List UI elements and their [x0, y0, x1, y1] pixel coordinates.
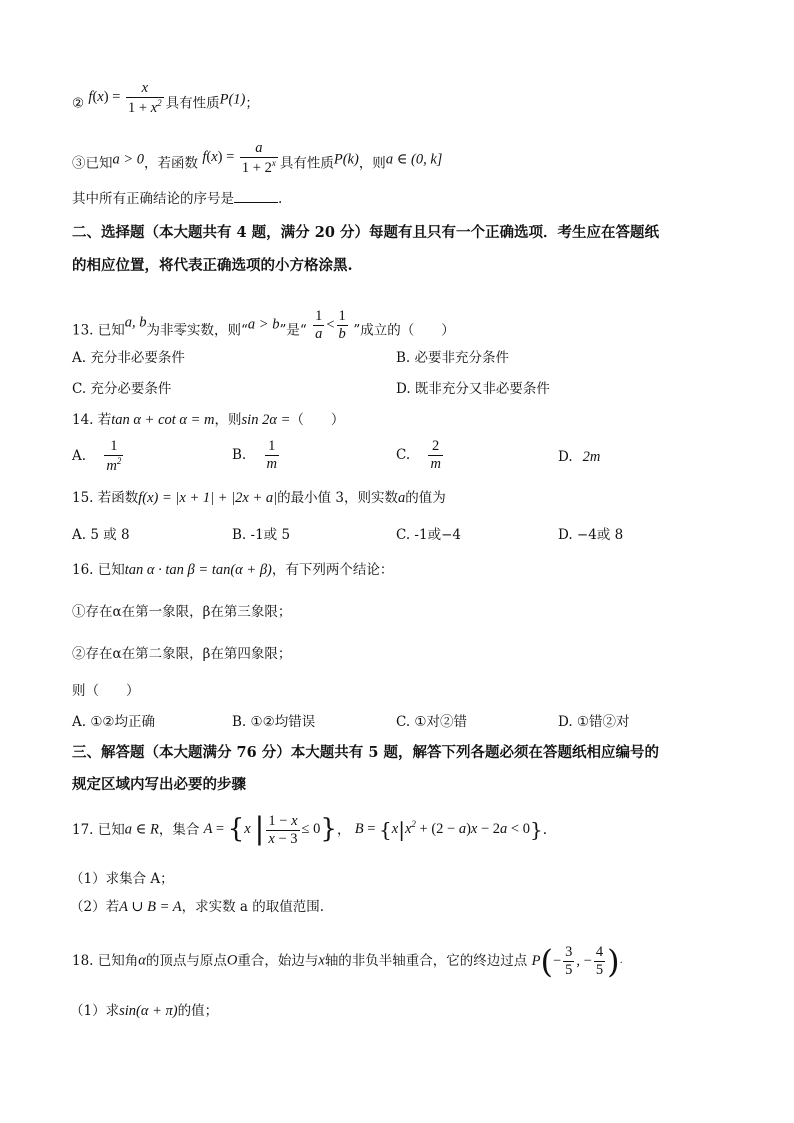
q16-option-b: B. ①②均错误 [232, 714, 316, 730]
section-3-heading-cont: 规定区域内写出必要的步骤 [72, 776, 246, 793]
question-18: 18. 已知角α的顶点与原点O重合，始边与x轴的非负半轴重合，它的终边过点 P(− $\frac{3}{5}$ , − $\frac{4}{5}$ ). [72, 942, 623, 980]
q16-option-c: C. ①对②错 [396, 714, 468, 730]
item-3-cond: a > 0 [112, 151, 145, 168]
answer-blank [234, 190, 278, 203]
item-2: ② f(x) = $\frac{x}{1 + x^2}$ 具有性质P(1)； [72, 80, 259, 116]
q15-option-d: D. −4或 8 [558, 527, 624, 543]
fill-line: 其中所有正确结论的序号是 . [72, 191, 283, 207]
q18-part-1: （1）求sin(α + π)的值； [70, 1003, 219, 1019]
section-2-heading: 二、选择题（本大题共有 4 题，满分 20 分）每题有且只有一个正确选项．考生应在答题纸 [72, 224, 659, 241]
item-3-prop: P(k) [333, 151, 359, 168]
q16-statement-1: ①存在α在第一象限，β在第三象限； [72, 604, 292, 620]
section-3-heading: 三、解答题（本大题满分 76 分）本大题共有 5 题，解答下列各题必须在答题纸相应编号的 [72, 744, 659, 761]
q13-option-c: C. 充分必要条件 [72, 381, 172, 397]
set-a: A = {x | $\frac{1 - x}{x - 3}$ ≤ 0} [203, 812, 337, 847]
question-16: 16. 已知tan α · tan β = tan(α + β)，有下列两个结论： [72, 562, 394, 578]
q16-option-d: D. ①错②对 [558, 714, 630, 730]
q16-option-a: A. ①②均正确 [72, 714, 156, 730]
question-15: 15. 若函数f(x) = |x + 1| + |2x + a|的最小值 3，则实数a的值为 [72, 490, 446, 506]
question-13: 13. 已知a, b为非零实数，则“a > b”是“ $\frac{1}{a}$ < $\frac{1}{b}$ ”成立的（ ） [72, 308, 455, 342]
q17-part-2: （2）若A ∪ B = A，求实数 a 的取值范围. [70, 899, 325, 915]
q14-option-d: D. 2m [558, 449, 601, 465]
q16-then: 则（ ） [72, 683, 140, 699]
q13-option-d: D. 既非充分又非必要条件 [396, 381, 550, 397]
question-17: 17. 已知a ∈ R，集合 A = {x | $\frac{1 - x}{x - 3}$ ≤ 0}， $B = \{x|x^2 + (2 - a)x - 2a < 0\}$. [72, 812, 548, 847]
q15-option-a: A. 5 或 8 [72, 527, 130, 543]
q15-option-c: C. -1或−4 [396, 527, 461, 543]
set-b: $B = \{x|x^2 + (2 - a)x - 2a < 0\}$ [354, 818, 543, 842]
q13-option-a: A. 充分非必要条件 [72, 350, 185, 366]
item-3-math: f(x) = $\frac{a}{1 + 2^x}$ [202, 140, 276, 176]
item-3: ③已知a > 0，若函数 f(x) = $\frac{a}{1 + 2^x}$ 具有性质P(k)，则a ∈ (0, k] [72, 140, 443, 176]
q13-condition-2: $\frac{1}{a}$ < $\frac{1}{b}$ [315, 308, 346, 342]
point-p: P(− $\frac{3}{5}$ , − $\frac{4}{5}$ ) [531, 942, 620, 980]
item-3-res: a ∈ (0, k] [385, 151, 443, 168]
q14-option-a: A. $\frac{1}{m^2}$ [72, 438, 122, 474]
q17-part-1: （1）求集合 A； [70, 871, 174, 887]
q15-option-b: B. -1或 5 [232, 527, 291, 543]
q14-option-b: B. $\frac{1}{m}$ [232, 438, 277, 472]
q16-statement-2: ②存在α在第二象限，β在第四象限； [72, 646, 292, 662]
question-14: 14. 若tan α + cot α = m，则sin 2α =（ ） [72, 412, 345, 428]
item-2-text: 具有性质 [165, 95, 220, 112]
q14-option-c: C. $\frac{2}{m}$ [396, 438, 441, 472]
q13-option-b: B. 必要非充分条件 [396, 350, 510, 366]
item-2-math: f(x) = $\frac{x}{1 + x^2}$ [88, 80, 162, 116]
item-2-circ: ② [72, 95, 85, 112]
item-2-prop: P(1) [219, 91, 246, 108]
section-2-heading-cont: 的相应位置，将代表正确选项的小方格涂黑. [72, 257, 353, 274]
